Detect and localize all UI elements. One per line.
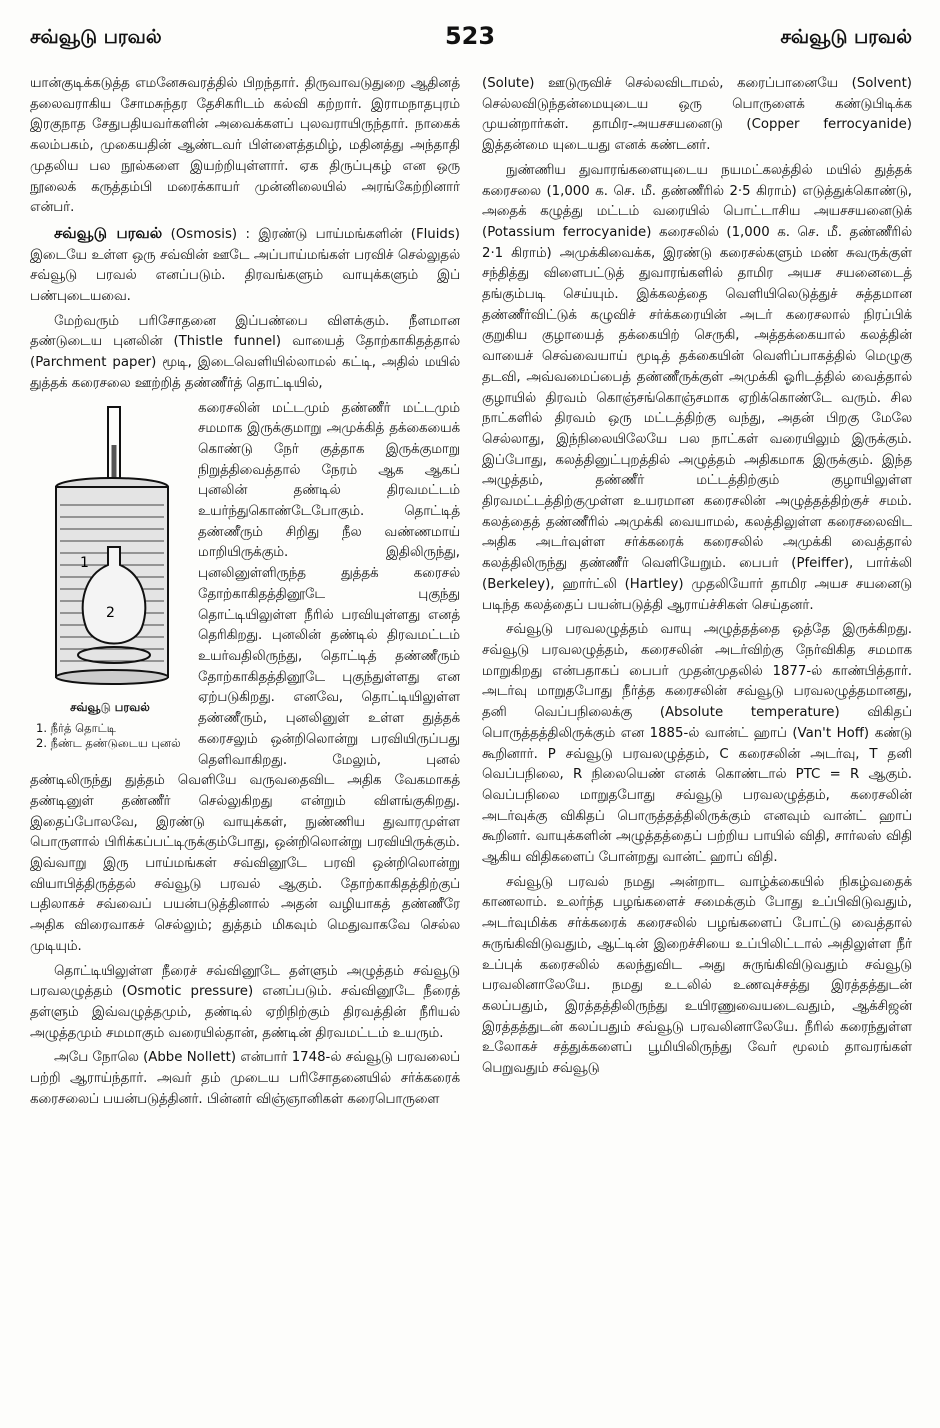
running-header-right: சவ்வூடு பரவல் (780, 26, 912, 48)
paragraph-vant-hoff-law: சவ்வூடு பரவலழுத்தம் வாயு அழுத்தத்தை ஒத்தே இருக்கிறது. சவ்வூடு பரவலழுத்தம், கரைசலின் அடர்விற்கு நேர்விகித சமமாக மாறுகிறது என்பதாகப் பைபர் முதன்முதலில் 1877-ல் காண்பித்தார். அடர்வு மாறுதபோது நீர்த்த கரைசலின் சவ்வூடு பரவலழுத்தமானது, தனி வெப்பநிலைக்கு (Absolute temperature) விகிதப் பொருத்தத்திலிருக்கும் என 1885-ல் வான்ட் ஹாப் (Van't Hoff) கண்டு கூறினார். P சவ்வூடு பரவலழுத்தம், C கரைசலின் அடர்வு, T தனி வெப்பநிலை, R நிலையெண் எனக் கொண்டால் PTC = R ஆகும். வெப்பநிலை மாறுதபோது சவ்வூடு பரவலழுத்தம், கரைசலின் அடர்வுக்கு விகிதப் பொருத்தத்திலிருக்கும் எனவும் வான்ட் ஹாப் கூறினர். வாயுக்களின் அழுத்தத்தைப் பற்றிய பாயில் விதி, சார்லஸ் விதி ஆகிய விதிகளைப் போன்றது வான்ட் ஹாப் விதி. (482, 622, 912, 866)
paragraph-osmotic-pressure: தொட்டியிலுள்ள நீரைச் சவ்வினூடே தள்ளும் அழுத்தம் சவ்வூடு பரவலழுத்தம் (Osmotic pressure) எனப்படும். சவ்வினூடே நீரைத் தள்ளும் இவ்வழுத்தமும், தண்டில் ஏறிநிற்கும் திரவத்தின் நீரியல் அழுத்தமும் சமமாகும் வரையில்தான், தண்டின் திரவமட்டம் உயரும். (30, 963, 460, 1041)
entry-definition: இரண்டு பாய்மங்களின் (Fluids) இடையே உள்ள ஒரு சவ்வின் ஊடே அப்பாய்மங்கள் பரவிச் செல்லுதல் சவ்வூடு பரவல் எனப்படும். திரவங்களும் வாயுக்களும் இப் பண்புடையவை. (30, 226, 460, 305)
paragraph-experiment-description: கரைசலின் மட்டமும் தண்ணீர் மட்டமும் சமமாக இருக்குமாறு அமுக்கித் தக்கையைக் கொண்டு நேர் குத்தாக இருக்குமாறு நிறுத்திவைத்தால் நேரம் ஆக ஆகப் புனலின் தண்டில் திரவமட்டம் உயர்ந்துகொண்டேபோகும். தொட்டித் தண்ணீரும் சிறிது நீல வண்ணமாய் மாறியிருக்கும். இதிலிருந்து, புனலினுள்ளிருந்த துத்தக் கரைசல் தோற்காகிதத்தினூடே புகுந்து தொட்டியிலுள்ள நீரில் பரவியுள்ளது எனத் தெரிகிறது. புனலின் தண்டில் திரவமட்டம் உயர்வதிலிருந்து, தொட்டித் தண்ணீரும் தோற்காகிதத்தினூடே புகுந்துள்ளது என ஏற்படுகிறது. எனவே, தொட்டியிலுள்ள தண்ணீரும், புனலினுள் உள்ள துத்தக் கரைசலும் ஒன்றிலொன்று பரவியிருப்பது தெளிவாகிறது. மேலும், புனல் தண்டிலிருந்து துத்தம் வெளியே வருவதைவிட அதிக வேகமாகத் தண்டினுள் தண்ணீர் செல்லுகிறது என்றும் விளங்குகிறது. இதைப்போலவே, இரண்டு வாயுக்கள், நுண்ணிய துவாரமுள்ள பொருளால் பிரிக்கப்பட்டிருக்கும்போது, ஒன்றிலொன்று பரவியிருக்கும். இவ்வாறு இரு பாய்மங்கள் சவ்வினூடே பரவி ஒன்றிலொன்று வியாபித்திருத்தல் சவ்வூடு பரவல் ஆகும். தோற்காகிதத்திற்குப் பதிலாகச் சவ்வைப் பயன்படுத்தினால் அதன் வழியாகத் தண்ணீரே அதிக விரைவாகச் செல்லும்; துத்தம் மிகவும் மெதுவாகவே செல்ல முடியும். (30, 400, 460, 954)
running-header-left: சவ்வூடு பரவல் (30, 26, 162, 48)
paragraph-daily-life-osmosis: சவ்வூடு பரவல் நமது அன்றாட வாழ்க்கையில் நிகழ்வதைக் காணலாம். உலர்ந்த பழங்களைச் சமைக்கும் போது உப்பிவிடுவதும், அடர்வுமிக்க சர்க்கரைக் கரைசலில் பழங்களைப் போட்டு வைத்தால் சுருங்கிவிடுவதும், ஆட்டின் இறைச்சியை உப்பிலிட்டால் அதிலுள்ள நீர் உப்புக் கரைசலில் கலந்துவிட அது சுருங்கிவிடுவதும் சவ்வூடு பரவலினாலேயே. நமது உடலில் உணவுச்சத்து இரத்தத்துடன் கலப்பதும், இரத்தத்திலிருந்து உயிரணுவையடைவதும், ஆக்சிஜன் இரத்தத்துடன் கலப்பதும் சவ்வூடு பரவலினாலேயே. நீரில் கரைந்துள்ள உலோகச் சத்துக்களைப் பூமியிலிருந்து வேர் மூலம் தாவரங்கள் பெறுவதும் சவ்வூடு (482, 874, 912, 1077)
paragraph-biography: யான்குடிக்கடுத்த எமனேசுவரத்தில் பிறந்தார். திருவாவடுதுறை ஆதினத் தலைவராகிய சோமசுந்தர தேசிகரிடம் கல்வி கற்றார். இராமநாதபுரம் இரகுநாத சேதுபதியவர்களின் அவைக்களப் புலவராயிருந்தார். நாகைக் கலம்பகம், முகையதின் ஆண்டவர் பிள்ளைத்தமிழ், மதினத்து அந்தாதி முதலிய பல நூல்களை இயற்றியுள்ளார். ஏக திருப்புகழ் என ஒரு நூலைக் கருத்தம்பி மரைக்காயர் முன்னிலையில் அரங்கேற்றினார் என்பர். (30, 76, 460, 216)
label-funnel: 2 (106, 604, 115, 621)
figure-legend-item-2: 2. நீண்ட தண்டுடைய புனல் (36, 735, 181, 750)
paragraph-copper-ferrocyanide-experiment: நுண்ணிய துவாரங்களையுடைய நயமட்கலத்தில் மயில் துத்தக் கரைசலை (1,000 க. செ. மீ. தண்ணீரில் 2·5 கிராம்) எடுத்துக்கொண்டு, அதைக் கழுத்து மட்டம் வரையில் பொட்டாசிய அயசசயனைடுக் (Potassium ferrocyanide) கரைசலில் (1,000 க. செ. மீ. தண்ணீரில் 2·1 கிராம்) அமுக்கிவைக்க, இரண்டு கரைசல்களும் மண் சுவருக்குள் சந்தித்து விளைபட்டுத் துவாரங்களில் தாமிர அயச சயனைடைத் தங்கும்படி செய்யும். இக்கலத்தை வெளியிலெடுத்துச் சுத்தமான தண்ணீர்விட்டுக் கழுவிச் சர்க்கரையின் அடர் கரைசலால் நிரப்பிக் குறுகிய குழாயைத் தக்கையிற் செருகி, அத்தக்கையால் கலத்தின் வாயைச் செவ்வையாய் மூடித் தக்கையின் வெளிப்பாகத்தில் மெழுகு தடவி, அவ்வமைப்பைத் தண்ணீருக்குள் அமுக்கி ஓரிடத்தில் வைத்தால் குழாயில் திரவம் கொஞ்சங்கொஞ்சமாக ஏறிக்கொண்டே வரும். சில நாட்களில் திரவம் ஒரு மட்டத்திற்கு வந்து, அதன் பிறகு மேலே செல்லாது, இந்நிலையிலேயே பல நாட்கள் வரையிலும் இருக்கும். இப்போது, கலத்தினுட்புறத்தில் அழுத்தம் அதிகமாக இருக்கும். இந்த அழுத்தம், தண்ணீர் மட்டத்திற்கும் குழாயிலுள்ள திரவமட்டத்திற்குமுள்ள உயரமான கரைசலின் அழுத்தத்திற்குச் சமம். கலத்தைத் தண்ணீரில் அமுக்கி வையாமல், கலத்திலுள்ள கரைசலைவிட அதிக அடர்வுள்ள சர்க்கரைக் கரைசலில் அமுக்கி வைத்தால் கலத்திலிருந்து தண்ணீர் வெளியேறும். பைபர் (Pfeiffer), பார்க்லி (Berkeley), ஹார்ட்லி (Hartley) முதலியோர் தாமிர அயச சயனைடு படிந்த கலத்தைப் பயன்படுத்தி ஆராய்ச்சிகள் செய்தனர். (482, 162, 912, 613)
paragraph-solute-solvent: (Solute) ஊடுருவிச் செல்லவிடாமல், கரைப்பானையே (Solvent) செல்லவிடுந்தன்மையுடைய ஒரு பொருளைக் கண்டுபிடிக்க முயன்றார்கள். தாமிர-அயசசயனைடு (Copper ferrocyanide) இத்தன்மை யுடையது எனக் கண்டனர். (482, 76, 912, 154)
entry-heading: சவ்வூடு பரவல் (54, 223, 163, 242)
paragraph-experiment-intro: மேற்வரும் பரிசோதனை இப்பண்பை விளக்கும். நீளமான தண்டுடைய புனலின் (Thistle funnel) வாயைத் தோற்காகிதத்தால் (Parchment paper) மூடி, இடைவெளியில்லாமல் கட்டி, அதில் மயில் துத்தக் கரைசலை ஊற்றித் தண்ணீர்த் தொட்டியில், (30, 313, 460, 391)
osmosis-figure (30, 405, 190, 751)
entry-heading-english: (Osmosis) : (162, 226, 259, 242)
left-column (30, 74, 460, 1408)
label-water-tank: 1 (80, 554, 89, 571)
paragraph-abbe-nollett: அபே நோலெ (Abbe Nollett) என்பார் 1748-ல் சவ்வூடு பரவலைப் பற்றி ஆராய்ந்தார். அவர் தம் முடைய பரிசோதனையில் சர்க்கரைக் கரைசலைப் பயன்படுத்தினர். பின்னர் விஞ்ஞானிகள் கரைபொருளை (30, 1050, 460, 1107)
osmosis-apparatus-illustration (50, 405, 170, 690)
figure-legend-item-1: 1. நீர்த் தொட்டி (36, 720, 116, 735)
figure-caption-title: சவ்வூடு பரவல் (70, 699, 150, 714)
paragraph-osmosis-intro (30, 223, 460, 308)
right-column (482, 74, 912, 1408)
page-number: 523 (444, 22, 496, 50)
